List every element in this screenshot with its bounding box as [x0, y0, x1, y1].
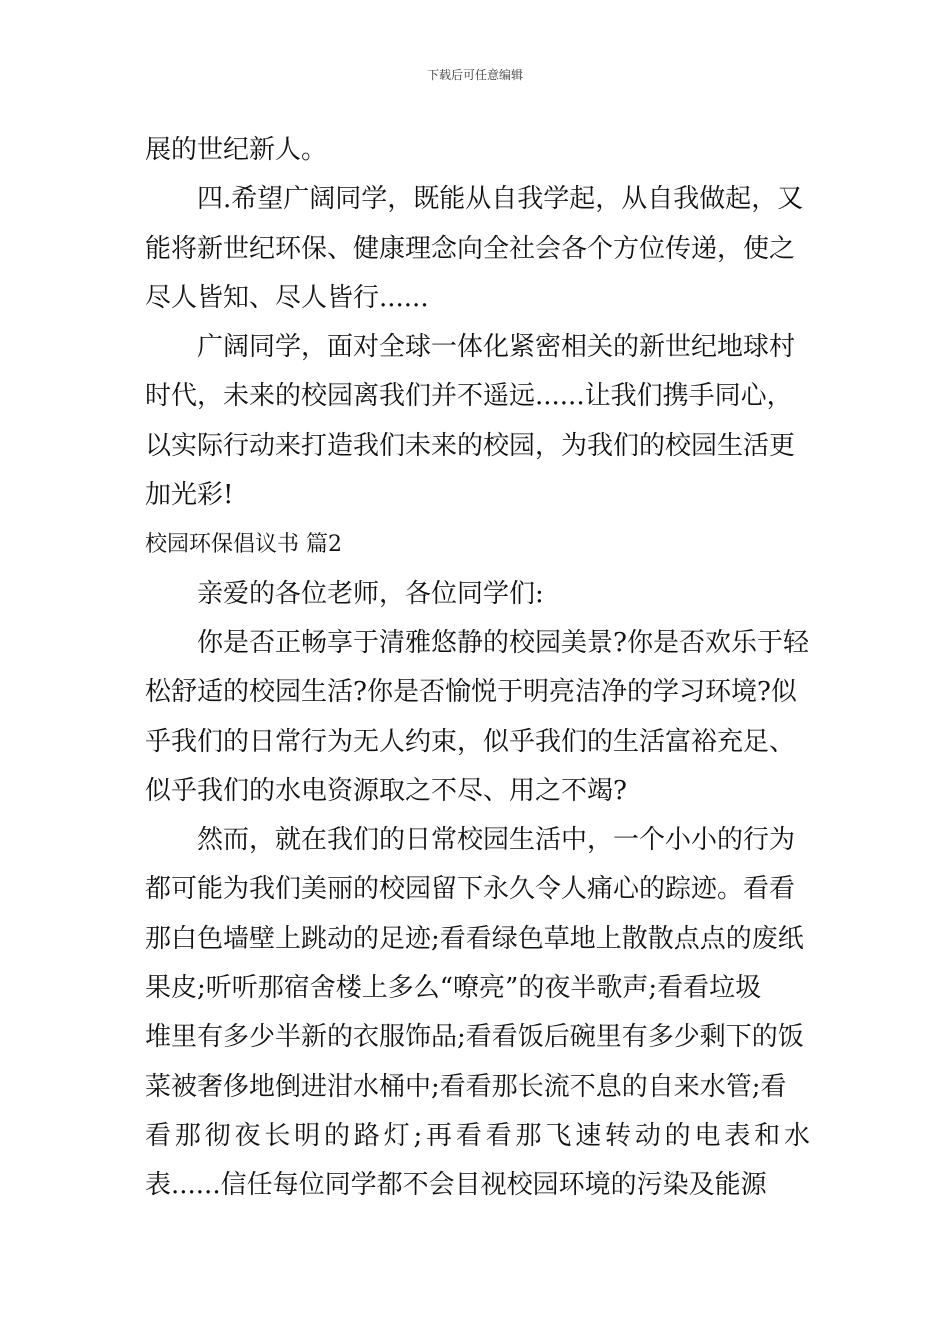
text-line: 以实际行动来打造我们未来的校园，为我们的校园生活更 [145, 430, 796, 461]
text-line: 都可能为我们美丽的校园留下永久令人痛心的踪迹。看看 [145, 874, 796, 905]
text-line: 表......信任每位同学都不会目视校园环境的污染及能源 [145, 1170, 767, 1201]
text-line: 你是否正畅享于清雅悠静的校园美景?你是否欢乐于轻 [197, 627, 809, 658]
document-body [145, 126, 810, 1211]
text-line: 堆里有多少半新的衣服饰品;看看饭后碗里有多少剩下的饭 [145, 1022, 804, 1053]
text-line: 似乎我们的水电资源取之不尽、用之不竭? [145, 775, 627, 806]
text-line: 然而，就在我们的日常校园生活中，一个小小的行为 [197, 825, 796, 856]
text-line: 松舒适的校园生活?你是否愉悦于明亮洁净的学习环境?似 [145, 677, 797, 708]
text-line: 那白色墙壁上跳动的足迹;看看绿色草地上散散点点的废纸 [145, 923, 804, 954]
text-line: 展的世纪新人。 [145, 135, 328, 165]
text-line: 尽人皆知、尽人皆行...... [145, 282, 429, 313]
text-line: 广阔同学，面对全球一体化紧密相关的新世纪地球村 [197, 332, 796, 363]
text-line: 时代，未来的校园离我们并不遥远......让我们携手同心， [145, 381, 793, 412]
text-line: 果皮;听听那宿舍楼上多么“嘹亮”的夜半歌声;看看垃圾 [145, 973, 762, 1004]
section-heading: 校园环保倡议书 篇2 [145, 532, 342, 558]
text-line: 乎我们的日常行为无人约束，似乎我们的生活富裕充足、 [145, 726, 796, 757]
text-line: 加光彩! [145, 480, 234, 511]
page-header: 下载后可任意编辑 [426, 68, 523, 82]
text-line: 亲爱的各位老师，各位同学们: [197, 578, 544, 609]
text-line: 菜被奢侈地倒进泔水桶中;看看那长流不息的自来水管;看 [145, 1071, 787, 1102]
text-line: 看那彻夜长明的路灯;再看看那飞速转动的电表和水 [145, 1120, 810, 1151]
text-line: 能将新世纪环保、健康理念向全社会各个方位传递，使之 [145, 233, 796, 264]
text-line: 四.希望广阔同学，既能从自我学起，从自我做起，又 [197, 184, 804, 215]
